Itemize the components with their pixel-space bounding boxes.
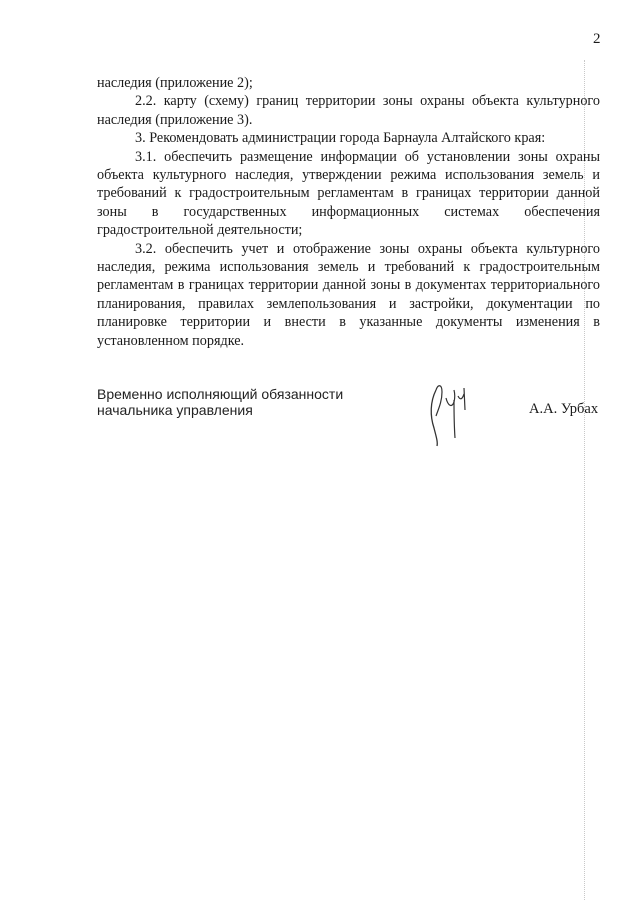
paragraph: 3.1. обеспечить размещение информации об установлении зоны охраны объекта культурного наследия, утверждении режима использования земель и требований к градостроительным регламентам в границах территории данной зоны в государственных информационных системах обеспечения градостроительной деятельности;	[97, 148, 600, 239]
page-number: 2	[593, 31, 601, 47]
handwritten-signature	[424, 376, 476, 448]
signatory-name: А.А. Урбах	[529, 401, 599, 417]
document-body	[97, 74, 600, 350]
signatory-title	[97, 386, 343, 418]
paragraph: наследия (приложение 2);	[97, 75, 253, 91]
paragraph: 3.2. обеспечить учет и отображение зоны охраны объекта культурного наследия, режима использования земель и требований к градостроительным регламентам в границах территории данной зоны в документах территориального планирования, правилах землепользования и застройки, документации по планировке территории и внести в указанные документы изменения в установленном порядке.	[97, 240, 600, 349]
signatory-title-line: начальника управления	[97, 402, 253, 418]
paragraph: 2.2. карту (схему) границ территории зоны охраны объекта культурного наследия (приложение 3).	[97, 93, 600, 128]
paragraph: 3. Рекомендовать администрации города Барнаула Алтайского края:	[135, 130, 546, 147]
signatory-title-line: Временно исполняющий обязанности	[97, 386, 344, 402]
